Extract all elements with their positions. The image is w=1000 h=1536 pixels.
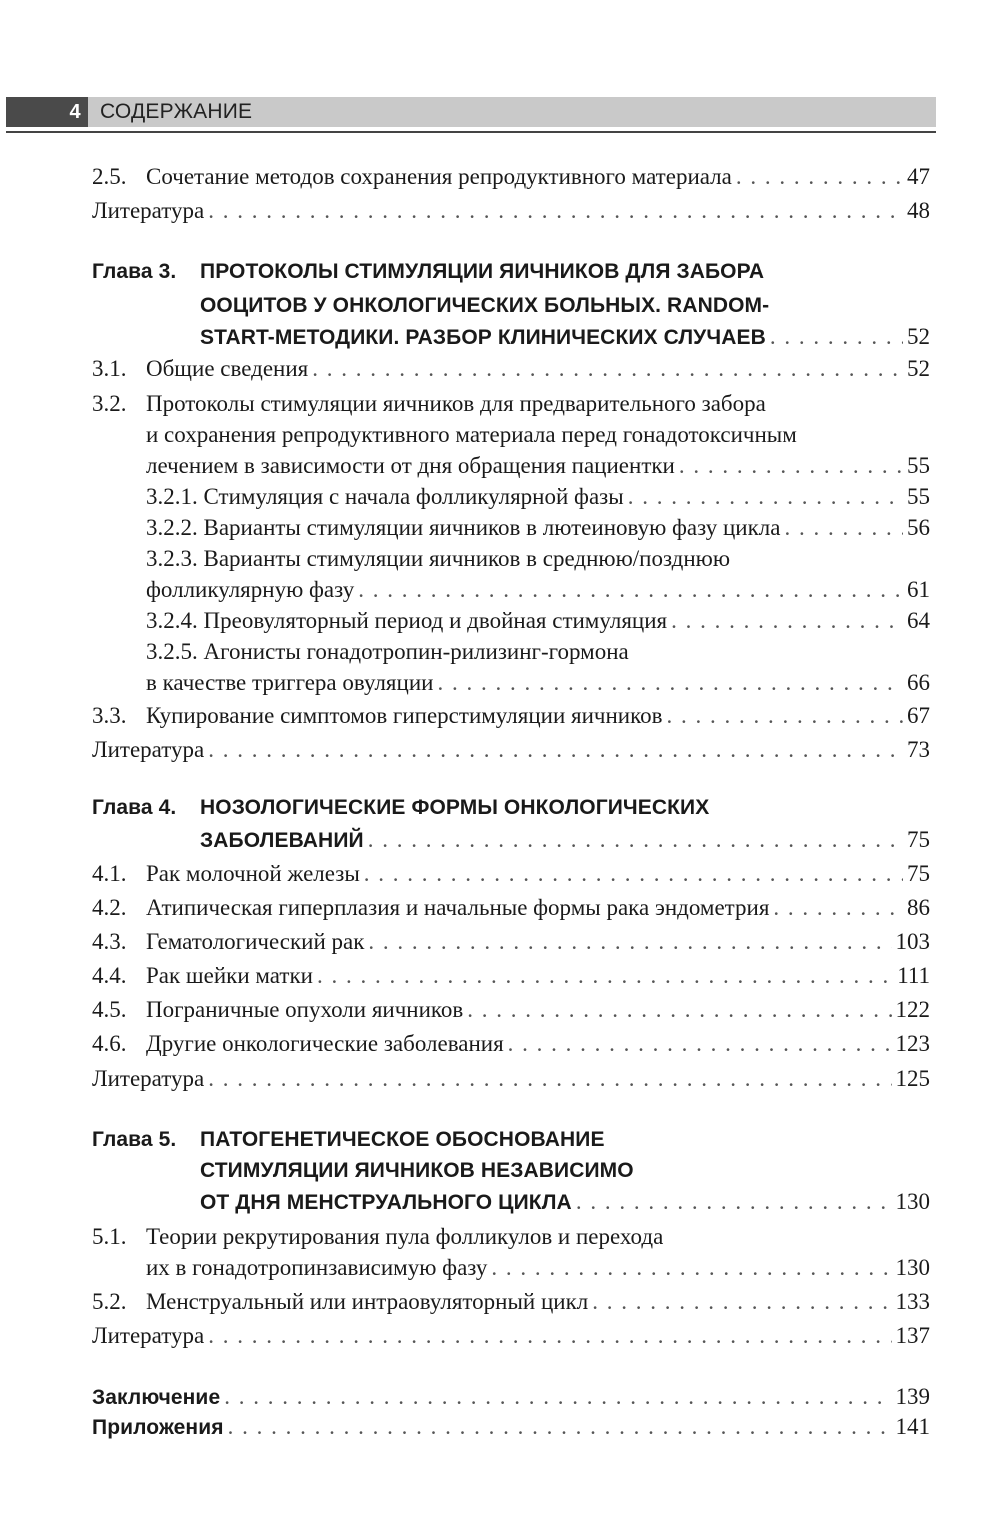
entry-page: 67 xyxy=(907,703,930,728)
chapter-4-heading-line2[interactable] xyxy=(92,823,930,857)
dot-leader xyxy=(784,511,903,545)
entry-number: 5.1. xyxy=(92,1224,127,1249)
dot-leader xyxy=(208,733,903,767)
entry-page: 130 xyxy=(895,1255,930,1280)
toc-entry-5-1-line1[interactable] xyxy=(92,1220,930,1254)
toc-entry-4-5[interactable] xyxy=(92,993,930,1027)
chapter-label: Глава 4. xyxy=(92,796,177,819)
toc-entry-3-2-5-line1[interactable] xyxy=(92,635,930,669)
entry-page: 73 xyxy=(907,737,930,762)
entry-title: 3.2.2. Варианты стимуляции яичников в лютеиновую фазу цикла xyxy=(146,515,781,540)
dot-leader xyxy=(358,573,903,607)
toc-entry-3-2-line1[interactable] xyxy=(92,387,930,421)
toc-entry-4-3[interactable] xyxy=(92,925,930,959)
entry-title: Общие сведения xyxy=(146,356,309,381)
entry-page: 122 xyxy=(895,997,930,1022)
chapter-title: НОЗОЛОГИЧЕСКИЕ ФОРМЫ ОНКОЛОГИЧЕСКИХ xyxy=(200,796,710,819)
entry-page: 52 xyxy=(907,356,930,381)
entry-page: 55 xyxy=(907,453,930,478)
entry-title: Литература xyxy=(92,1066,205,1091)
dot-leader xyxy=(208,194,903,228)
chapter-title: ПАТОГЕНЕТИЧЕСКОЕ ОБОСНОВАНИЕ xyxy=(200,1128,605,1151)
entry-title: и сохранения репродуктивного материала перед гонадотоксичным xyxy=(146,422,797,447)
dot-leader xyxy=(491,1251,891,1285)
dot-leader xyxy=(467,993,891,1027)
entry-title: 3.2.1. Стимуляция с начала фолликулярной фазы xyxy=(146,484,624,509)
entry-page: 139 xyxy=(895,1384,930,1409)
entry-number: 4.6. xyxy=(92,1031,127,1056)
dot-leader xyxy=(368,925,891,959)
entry-title: 3.2.4. Преовуляторный период и двойная стимуляция xyxy=(146,608,668,633)
entry-page: 125 xyxy=(895,1066,930,1091)
dot-leader xyxy=(666,699,903,733)
dot-leader xyxy=(770,320,903,354)
entry-page: 48 xyxy=(907,198,930,223)
dot-leader xyxy=(628,480,903,514)
running-header-title: СОДЕРЖАНИЕ xyxy=(100,100,253,123)
entry-title: Сочетание методов сохранения репродуктивного материала xyxy=(146,164,732,189)
entry-title: Литература xyxy=(92,737,205,762)
entry-number: 3.3. xyxy=(92,703,127,728)
dot-leader xyxy=(773,891,903,925)
entry-title: Купирование симптомов гиперстимуляции яичников xyxy=(146,703,663,728)
chapter-title: СТИМУЛЯЦИИ ЯИЧНИКОВ НЕЗАВИСИМО xyxy=(200,1159,634,1182)
chapter-3-heading-line2 xyxy=(92,289,930,323)
chapter-3-heading-line1[interactable] xyxy=(92,255,930,289)
toc-entry-3-1[interactable] xyxy=(92,352,930,386)
entry-title: Приложения xyxy=(92,1416,224,1439)
toc-entry-4-2[interactable] xyxy=(92,891,930,925)
toc-entry-4-1[interactable] xyxy=(92,857,930,891)
toc-entry-3-2-line2 xyxy=(92,418,930,452)
dot-leader xyxy=(368,823,903,857)
toc-entry-5-1-line2[interactable] xyxy=(92,1251,930,1285)
dot-leader xyxy=(312,352,903,386)
toc-entry-3-2-1[interactable] xyxy=(92,480,930,514)
entry-title: лечением в зависимости от дня обращения пациентки xyxy=(146,453,675,478)
dot-leader xyxy=(317,959,893,993)
dot-leader xyxy=(224,1380,891,1414)
dot-leader xyxy=(592,1285,891,1319)
entry-page: 86 xyxy=(907,895,930,920)
entry-title: Рак молочной железы xyxy=(146,861,360,886)
entry-page: 130 xyxy=(895,1189,930,1214)
chapter-title: ООЦИТОВ У ОНКОЛОГИЧЕСКИХ БОЛЬНЫХ. RANDOM- xyxy=(200,294,770,317)
dot-leader xyxy=(437,666,903,700)
entry-number: 4.3. xyxy=(92,929,127,954)
toc-entry-3-2-line3[interactable] xyxy=(92,449,930,483)
entry-number: 4.5. xyxy=(92,997,127,1022)
toc-entry-4-4[interactable] xyxy=(92,959,930,993)
entry-page: 111 xyxy=(897,963,930,988)
entry-number: 5.2. xyxy=(92,1289,127,1314)
entry-title: Протоколы стимуляции яичников для предварительного забора xyxy=(146,391,766,416)
entry-title: Менструальный или интраовуляторный цикл xyxy=(146,1289,589,1314)
entry-page: 47 xyxy=(907,164,930,189)
entry-number: 3.2. xyxy=(92,391,127,416)
table-of-contents xyxy=(92,0,930,1536)
entry-number: 3.1. xyxy=(92,356,127,381)
entry-page: 123 xyxy=(895,1031,930,1056)
entry-title: Заключение xyxy=(92,1386,221,1409)
toc-entry-3-3[interactable] xyxy=(92,699,930,733)
entry-page: 56 xyxy=(907,515,930,540)
entry-title: 3.2.5. Агонисты гонадотропин-рилизинг-гормона xyxy=(146,639,629,664)
entry-page: 66 xyxy=(907,670,930,695)
toc-entry-3-2-3-line1[interactable] xyxy=(92,542,930,576)
entry-page: 55 xyxy=(907,484,930,509)
toc-entry-3-2-4[interactable] xyxy=(92,604,930,638)
entry-title: Теории рекрутирования пула фолликулов и перехода xyxy=(146,1224,664,1249)
entry-title: Другие онкологические заболевания xyxy=(146,1031,504,1056)
entry-page: 61 xyxy=(907,577,930,602)
dot-leader xyxy=(228,1410,892,1444)
entry-title: в качестве триггера овуляции xyxy=(146,670,434,695)
chapter-title: ПРОТОКОЛЫ СТИМУЛЯЦИИ ЯИЧНИКОВ ДЛЯ ЗАБОРА xyxy=(200,260,765,283)
toc-entry-5-2[interactable] xyxy=(92,1285,930,1319)
entry-title: их в гонадотропинзависимую фазу xyxy=(146,1255,488,1280)
entry-page: 133 xyxy=(895,1289,930,1314)
chapter-label: Глава 3. xyxy=(92,260,177,283)
entry-number: 4.4. xyxy=(92,963,127,988)
entry-number: 2.5. xyxy=(92,164,127,189)
chapter-title: START-МЕТОДИКИ. РАЗБОР КЛИНИЧЕСКИХ СЛУЧАЕВ xyxy=(200,326,766,349)
dot-leader xyxy=(576,1185,892,1219)
toc-entry-literature-ch4[interactable] xyxy=(92,1062,930,1096)
toc-entry-literature-ch2[interactable] xyxy=(92,194,930,228)
entry-title: Литература xyxy=(92,1323,205,1348)
toc-entry-conclusion[interactable] xyxy=(92,1380,930,1414)
entry-page: 137 xyxy=(895,1323,930,1348)
chapter-5-heading-line2 xyxy=(92,1154,930,1188)
dot-leader xyxy=(364,857,903,891)
entry-page: 52 xyxy=(907,324,930,349)
dot-leader xyxy=(208,1062,891,1096)
toc-entry-2-5[interactable] xyxy=(92,160,930,194)
chapter-5-heading-line1[interactable] xyxy=(92,1123,930,1157)
chapter-4-heading-line1[interactable] xyxy=(92,791,930,825)
entry-title: фолликулярную фазу xyxy=(146,577,355,602)
toc-entry-3-2-3-line2[interactable] xyxy=(92,573,930,607)
entry-title: 3.2.3. Варианты стимуляции яичников в среднюю/позднюю xyxy=(146,546,731,571)
dot-leader xyxy=(679,449,903,483)
entry-title: Литература xyxy=(92,198,205,223)
entry-number: 4.1. xyxy=(92,861,127,886)
dot-leader xyxy=(736,160,903,194)
entry-title: Атипическая гиперплазия и начальные формы рака эндометрия xyxy=(146,895,770,920)
page-number: 4 xyxy=(69,101,81,123)
entry-page: 75 xyxy=(907,827,930,852)
entry-title: Гематологический рак xyxy=(146,929,365,954)
entry-title: Рак шейки матки xyxy=(146,963,313,988)
entry-page: 103 xyxy=(895,929,930,954)
entry-page: 75 xyxy=(907,861,930,886)
chapter-3-heading-line3[interactable] xyxy=(92,320,930,354)
entry-page: 64 xyxy=(907,608,930,633)
toc-entry-literature-ch5[interactable] xyxy=(92,1319,930,1353)
toc-entry-appendix[interactable] xyxy=(92,1410,930,1444)
toc-entry-3-2-5-line2[interactable] xyxy=(92,666,930,700)
dot-leader xyxy=(208,1319,891,1353)
dot-leader xyxy=(671,604,903,638)
entry-title: Пограничные опухоли яичников xyxy=(146,997,464,1022)
entry-page: 141 xyxy=(895,1414,930,1439)
chapter-title: ОТ ДНЯ МЕНСТРУАЛЬНОГО ЦИКЛА xyxy=(200,1191,572,1214)
toc-entry-4-6[interactable] xyxy=(92,1027,930,1061)
chapter-title: ЗАБОЛЕВАНИЙ xyxy=(200,829,364,852)
chapter-label: Глава 5. xyxy=(92,1128,177,1151)
chapter-5-heading-line3[interactable] xyxy=(92,1185,930,1219)
toc-entry-3-2-2[interactable] xyxy=(92,511,930,545)
dot-leader xyxy=(508,1027,892,1061)
entry-number: 4.2. xyxy=(92,895,127,920)
toc-entry-literature-ch3[interactable] xyxy=(92,733,930,767)
